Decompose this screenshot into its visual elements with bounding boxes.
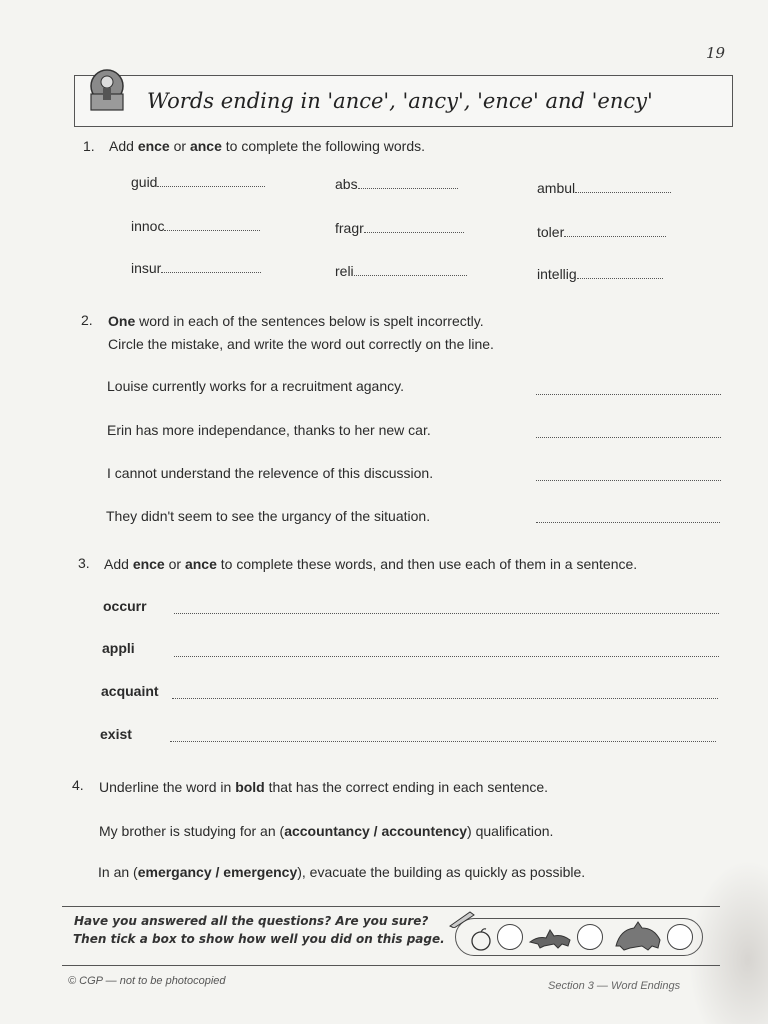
q2-number: 2.	[81, 312, 93, 328]
section-label: Section 3 — Word Endings	[548, 980, 681, 992]
q2-answer-line[interactable]	[536, 479, 721, 481]
q3-number: 3.	[78, 555, 90, 571]
q3-word: acquaint	[101, 683, 159, 699]
q3-word: exist	[100, 726, 132, 742]
pencil-icon	[448, 908, 476, 928]
q1-word: fragr	[335, 220, 464, 236]
dinosaur-small-icon	[528, 924, 574, 950]
q1-word: innoc	[131, 218, 260, 234]
q1-word: insur	[131, 260, 261, 276]
apple-icon	[468, 926, 494, 952]
q2-instruction-line2: Circle the mistake, and write the word out correctly on the line.	[108, 336, 494, 352]
q2-answer-line[interactable]	[536, 393, 721, 395]
q3-answer-line[interactable]	[174, 612, 719, 614]
q2-instruction-line1: One word in each of the sentences below is spelt incorrectly.	[108, 313, 484, 329]
q1-word: toler	[537, 224, 666, 240]
q2-sentence: I cannot understand the relevence of this discussion.	[107, 465, 434, 481]
page-number: 19	[706, 44, 726, 62]
q4-number: 4.	[72, 777, 84, 793]
q3-answer-line[interactable]	[170, 740, 716, 742]
q1-number: 1.	[83, 138, 95, 154]
q3-answer-line[interactable]	[172, 697, 718, 699]
q3-answer-line[interactable]	[174, 655, 719, 657]
q1-word: abs	[335, 176, 458, 192]
tick-box-1[interactable]	[497, 924, 523, 950]
q3-instruction: Add ence or ance to complete these words, and then use each of them in a sentence.	[104, 556, 638, 572]
q2-sentence: Louise currently works for a recruitment agancy.	[107, 378, 404, 394]
tick-box-3[interactable]	[667, 924, 693, 950]
q2-answer-line[interactable]	[536, 436, 721, 438]
q1-word: guid	[131, 174, 265, 190]
q2-sentence: They didn't seem to see the urgancy of the situation.	[106, 508, 431, 524]
q2-answer-line[interactable]	[536, 521, 720, 523]
q1-instruction: Add ence or ance to complete the following words.	[109, 138, 425, 154]
tick-box-2[interactable]	[577, 924, 603, 950]
q3-word: occurr	[103, 598, 147, 614]
q4-instruction: Underline the word in bold that has the correct ending in each sentence.	[99, 779, 549, 795]
q2-sentence: Erin has more independance, thanks to her new car.	[107, 422, 431, 438]
q1-word: ambul	[537, 180, 671, 196]
self-assessment-line1: Have you answered all the questions? Are you sure?	[74, 914, 429, 928]
q1-word: intellig	[537, 266, 663, 282]
copyright-notice: © CGP — not to be photocopied	[68, 975, 226, 987]
q1-word: reli	[335, 263, 467, 279]
q4-sentence: In an (emergancy / emergency), evacuate the building as quickly as possible.	[98, 864, 586, 880]
q3-word: appli	[102, 640, 135, 656]
dinosaur-large-icon	[612, 920, 664, 952]
title-banner	[74, 75, 733, 127]
q4-sentence: My brother is studying for an (accountancy / accountency) qualification.	[99, 823, 554, 839]
page-title: Words ending in 'ance', 'ancy', 'ence' and 'ency'	[147, 89, 653, 113]
mascot-logo-icon	[87, 68, 127, 114]
self-assessment-line2: Then tick a box to show how well you did on this page.	[73, 932, 445, 946]
